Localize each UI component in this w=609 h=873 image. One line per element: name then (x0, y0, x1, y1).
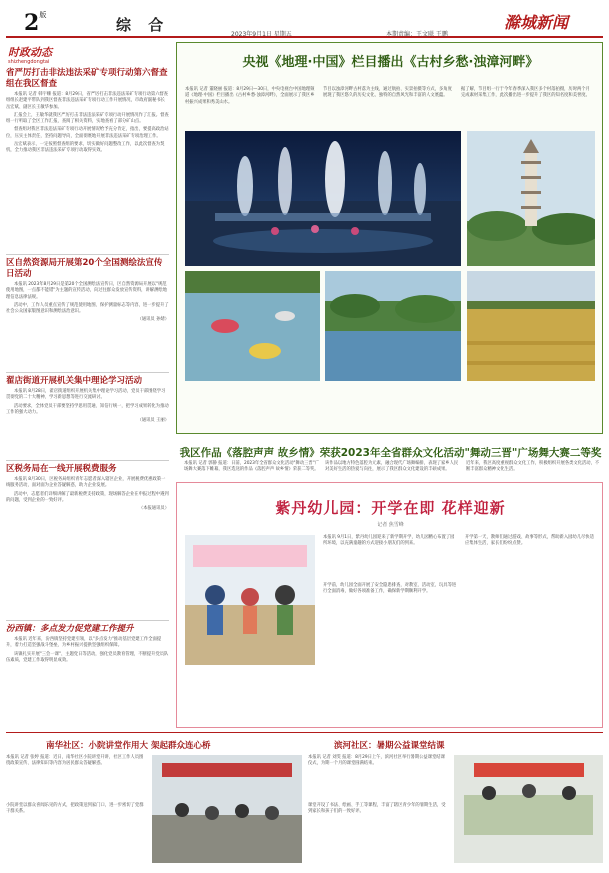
article-mining-inspection (6, 68, 169, 155)
column-tag: 时政动态 (8, 46, 52, 59)
kindergarten-article (176, 482, 603, 728)
editor-credit: 本期责编：王文联 王鹏 (386, 31, 448, 38)
column-tag-pinyin: shizhengdongtai (8, 59, 50, 65)
sub-feature-title: 我区作品《落腔声声 故乡情》荣获2023年全省群众文化活动"舞动三晋"广场舞大赛二等奖 (179, 447, 602, 459)
article-paragraph: 汇报会上，王敏华就我区严厉打击非法违法采矿专项行动开展情况作了汇报。督查组一行听取了全区工作汇报，查阅了相关资料，实地查看了部分矿山点。 (6, 112, 169, 125)
article-survey-law (6, 258, 169, 324)
article-source: （本报通讯员） (138, 506, 169, 512)
divider (6, 372, 169, 373)
page-number-label: 版 (39, 11, 47, 19)
article-paragraph: 本报讯 8月30日，区税务局组织青年志愿者深入辖区企业，开展税费优惠政策一线服务活动，面对面为企业答疑解惑，助力企业发展。 (6, 477, 166, 489)
kindergarten-byline: 记者 焦雪峰 (377, 522, 404, 528)
photo-rice-field (467, 271, 595, 381)
photo-fountain-show (185, 131, 461, 266)
bottom-articles (6, 732, 603, 867)
lecture-image (152, 755, 302, 863)
feature-cctv (176, 42, 603, 459)
sub-feature-text-col1: 本报讯 记者 郭静 报道：日前，2023年全省群众文化活动"舞动三晋"广场舞大赛落下帷幕，我区选送的作品《落腔声声 故乡情》荣获二等奖。 (184, 461, 319, 473)
photo-pagoda (467, 131, 595, 266)
photo-summer-class (454, 755, 603, 863)
class-image (454, 755, 603, 863)
masthead (6, 6, 603, 38)
article-theory-study (6, 376, 169, 424)
article-paragraph: 本报讯 2023年8月29日是第20个全国测绘法宣传日，区自然资源局开展以"规范使用地图，一点都不能错"为主题的宣传活动，向过往群众发放宣传资料，讲解测绘地理信息法律法规。 (6, 282, 167, 300)
pagoda-image (467, 131, 595, 266)
article-paragraph: 岳宏斌表示，一定按照督查组的要求，切实做好问题整改工作，以此次督查为契机，全力推动我区非法违法采矿专项行动取得实效。 (6, 142, 165, 154)
bottom-article-title-binhe: 滨河社区：暑期公益课堂结课 (334, 741, 445, 751)
bottom-article-text: 本报讯 记者 刘雯 报道：8月29日上午，滨河社区举行暑期公益课堂结课仪式，为期一个月的课堂圆满结束。 (308, 755, 445, 767)
feature-title: 央视《地理·中国》栏目播出《古村乡愁·浊漳河畔》 (242, 55, 539, 70)
article-title: 区自然资源局开展第20个全国测绘法宣传日活动 (6, 258, 163, 279)
newspaper-page (6, 6, 603, 867)
photo-kindergarten-welcome (185, 535, 315, 665)
sub-feature-text-col3: 近年来，我区高度重视群众文化工作，积极组织开展各类文化活动，不断丰富群众精神文化生活。 (466, 461, 600, 473)
article-paragraph: 本报讯 8月28日，翟店街道组织开展机关集中理论学习活动，党员干部围绕学习贯彻党的二十大精神、学习新思想等进行交流研讨。 (6, 389, 166, 401)
article-paragraph: 该镇扎实开展"三会一课"、主题党日等活动，强化党员教育管理，不断提升党员队伍素质，党建工作取得明显成效。 (6, 651, 169, 663)
bottom-article-title-nanhua: 南华社区：小院讲堂作用大 架起群众连心桥 (46, 741, 211, 751)
boats-image (185, 271, 320, 381)
feature-text-col3: 据了解，节目组一行于今年春季深入我区多个村落拍摄，历时两个月完成素材采集工作，此次播出进一步提升了我区的知名度和美誉度。 (461, 87, 590, 99)
lake-image (325, 271, 461, 381)
photo-courtyard-lecture (152, 755, 302, 863)
article-title: 区税务局在一线开展税费服务 (6, 464, 117, 474)
article-paragraph: 活动要求，全体党员干部要坚持学思用贯通、知信行统一，把学习成果转化为推动工作的强大动力。 (6, 403, 169, 415)
bottom-article-text: 小院讲堂以群众喜闻乐见的方式，把政策送到家门口，进一步密切了党群干群关系。 (6, 803, 144, 815)
article-paragraph: 本报讯 近年来，汾西镇坚持党建引领，以"多点发力"推动基层党建工作全面提升，着力打造坚强战斗堡垒，为乡村振兴提供坚强组织保障。 (6, 637, 162, 649)
photo-swan-boats (185, 271, 320, 381)
article-source: （通讯员 孙婧） (137, 317, 169, 323)
feature-text-col1: 本报讯 记者 董晓丽 报道：8月29日—30日，中央电视台中国地理频道《地理·中国》栏目播出《古村乡愁·浊漳河畔》，全面展示了我区乡村振兴成果和秀美山水。 (185, 87, 315, 105)
kindergarten-text-col1: 本报讯 9月1日，紫丹幼儿园迎来了新学期开学，幼儿园精心布置了园所环境，以充满童趣的方式迎接小朋友们的到来。 (323, 535, 455, 547)
article-party-building (6, 624, 169, 664)
section-title: 综 合 (116, 16, 170, 34)
article-paragraph: 活动中，工作人员重点宣传了规范使用地图、保护测量标志等内容，进一步提升了社会公众国家版图意识和测绘法治意识。 (6, 302, 169, 315)
article-title: 汾西镇：多点发力促党建工作提升 (6, 624, 134, 634)
sub-feature-text-col2: 该作品以地方特色落腔为元素，融合现代广场舞编排，表现了家乡人民对美好生活的热爱与向往，展示了我区群众文化建设的丰硕成果。 (325, 461, 459, 473)
kindergarten-text-col3: 开学第一天，教师们通过游戏、故事等形式，帮助新入园幼儿尽快适应集体生活，家长们纷纷点赞。 (465, 535, 594, 547)
divider (6, 620, 169, 621)
divider (6, 254, 169, 255)
divider (6, 460, 169, 461)
kindergarten-title: 紫丹幼儿园：开学在即 花样迎新 (275, 499, 506, 517)
article-title: 翟店街道开展机关集中理论学习活动 (6, 376, 143, 386)
kindergarten-image (185, 535, 315, 665)
feature-text-col2: 节目以浊漳河畔古村落为主线，通过航拍、实景拍摄等方式，多角度展现了我区悠久的历史文化、独特的自然风光和丰富的人文底蕴。 (323, 87, 452, 99)
issue-date: 2023年9月1日 星期五 (231, 31, 292, 38)
bottom-article-text: 课堂开设了书法、绘画、手工等课程，丰富了辖区青少年的暑期生活，受到家长和孩子们的一致好评。 (308, 803, 446, 815)
page-number: $2^版$ (24, 10, 47, 36)
article-tax-service (6, 464, 169, 512)
article-paragraph: 督查组对我区非法违法采矿专项行动开展情况给予充分肯定，指出，要提高政治站位，压实主体责任，坚持问题导向，全面彻底地开展非法违法采矿专项治理工作。 (6, 127, 169, 139)
field-image (467, 271, 595, 381)
photo-lake-park (325, 271, 461, 381)
bottom-article-text: 本报讯 记者 张婷 报道：近日，南华社区小院讲堂开讲，社区工作人员围绕政策宣传、法律知识等内容为居民群众答疑解惑。 (6, 755, 144, 767)
article-paragraph: 活动中，志愿者们详细讲解了最新税费支持政策，现场解答企业在申报过程中遇到的问题，受到企业的一致好评。 (6, 491, 169, 503)
left-column (6, 42, 169, 742)
article-source: （通讯员 王丽） (137, 418, 169, 424)
article-title: 省严厉打击非法违法采矿专项行动第六督查组在我区督查 (6, 68, 168, 89)
newspaper-logo: 滁城新闻 (504, 13, 569, 32)
article-paragraph: 本报讯 记者 韩宇姗 报道：8月29日，省严厉打击非法违法采矿专项行动第六督查组组长赵建平带队到我区督查非法违法采矿专项行动工作开展情况，市政府副秘书长岳宏斌、副区长王敏华参加。 (6, 92, 169, 110)
kindergarten-text-col2: 开学前，幼儿园全面开展了安全隐患排查，对教室、活动室、玩具等进行全面消毒，做好各项准备工作，确保新学期顺利开学。 (323, 583, 457, 595)
fountain-image (185, 131, 461, 266)
